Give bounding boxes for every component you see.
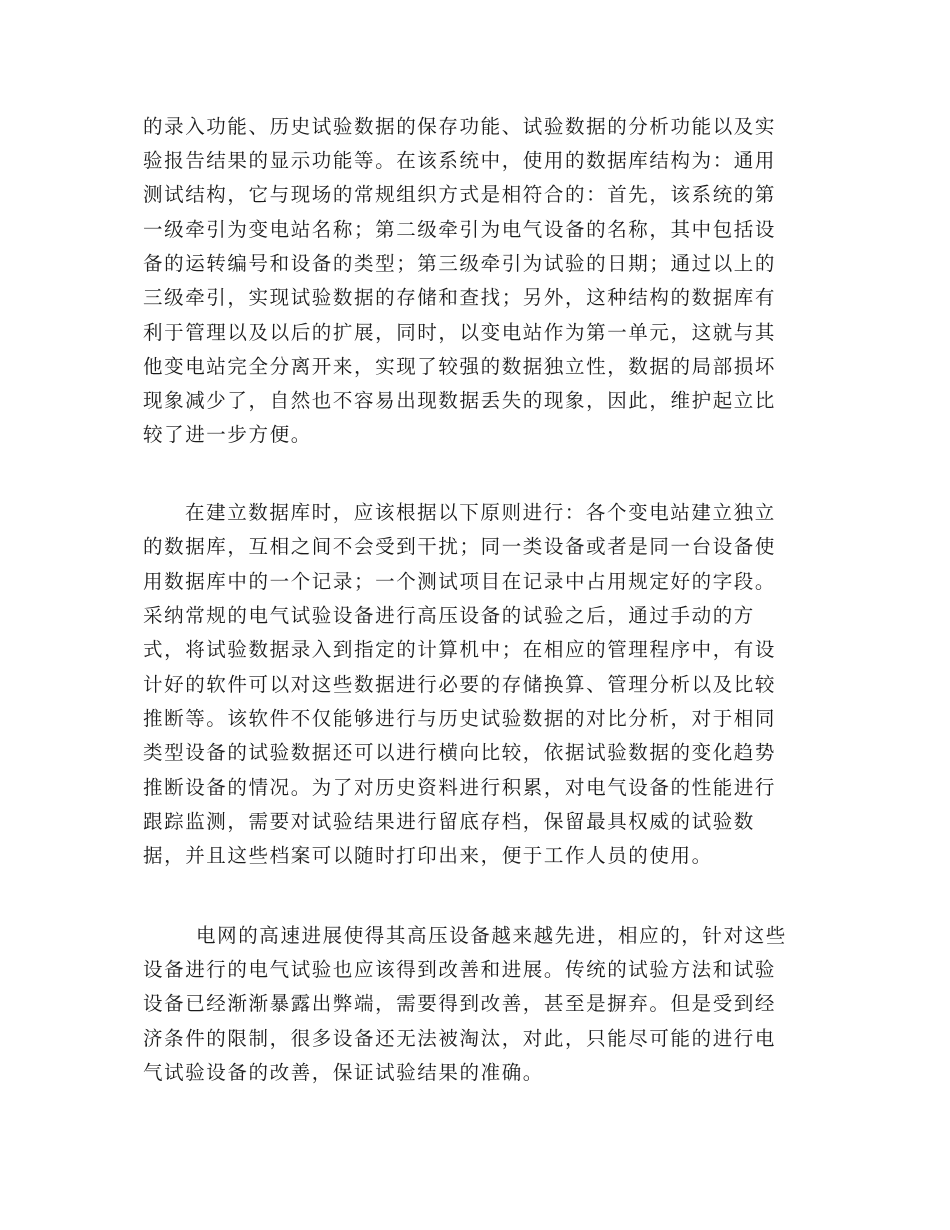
paragraph-line: 现象减少了，自然也不容易出现数据丢失的现象，因此，维护起立比 (143, 389, 777, 412)
paragraph-line: 类型设备的试验数据还可以进行横向比较，依据试验数据的变化趋势 (143, 741, 777, 764)
paragraph-line: 利于管理以及以后的扩展，同时，以变电站作为第一单元，这就与其 (143, 321, 777, 344)
paragraph-line: 测试结构，它与现场的常规组织方式是相符合的：首先，该系统的第 (143, 183, 777, 206)
paragraph-line: 济条件的限制，很多设备还无法被淘汰，对此，只能尽可能的进行电 (143, 1027, 777, 1050)
paragraph-line: 验报告结果的显示功能等。在该系统中，使用的数据库结构为：通用 (143, 149, 777, 172)
paragraph-line: 较了进一步方便。 (143, 423, 312, 446)
paragraph-line: 三级牵引，实现试验数据的存储和查找；另外，这种结构的数据库有 (143, 286, 777, 309)
paragraph-line: 气试验设备的改善，保证试验结果的准确。 (143, 1061, 544, 1084)
paragraph-line: 的数据库，互相之间不会受到干扰；同一类设备或者是同一台设备使 (143, 535, 777, 558)
paragraph-line: 计好的软件可以对这些数据进行必要的存储换算、管理分析以及比较 (143, 673, 777, 696)
paragraph-line: 推断设备的情况。为了对历史资料进行积累，对电气设备的性能进行 (143, 776, 777, 799)
paragraph-line: 设备进行的电气试验也应该得到改善和进展。传统的试验方法和试验 (143, 958, 777, 981)
paragraph-line: 据，并且这些档案可以随时打印出来，便于工作人员的使用。 (143, 844, 713, 867)
paragraph-line: 他变电站完全分离开来，实现了较强的数据独立性，数据的局部损坏 (143, 355, 777, 378)
paragraph-line: 一级牵引为变电站名称；第二级牵引为电气设备的名称，其中包括设 (143, 218, 777, 241)
paragraph-line: 用数据库中的一个记录；一个测试项目在记录中占用规定好的字段。 (143, 570, 777, 593)
paragraph-line: 备的运转编号和设备的类型；第三级牵引为试验的日期；通过以上的 (143, 252, 777, 275)
paragraph-line: 跟踪监测，需要对试验结果进行留底存档，保留最具权威的试验数 (143, 810, 755, 833)
paragraph-line: 式，将试验数据录入到指定的计算机中；在相应的管理程序中，有设 (143, 638, 777, 661)
paragraph-line: 采纳常规的电气试验设备进行高压设备的试验之后，通过手动的方 (143, 604, 755, 627)
paragraph-line: 电网的高速进展使得其高压设备越来越先进，相应的，针对这些 (196, 924, 787, 947)
paragraph-line: 设备已经渐渐暴露出弊端，需要得到改善，甚至是摒弃。但是受到经 (143, 992, 777, 1015)
paragraph-line: 的录入功能、历史试验数据的保存功能、试验数据的分析功能以及实 (143, 115, 777, 138)
paragraph-line: 在建立数据库时，应该根据以下原则进行：各个变电站建立独立 (185, 501, 776, 524)
paragraph-line: 推断等。该软件不仅能够进行与历史试验数据的对比分析，对于相同 (143, 707, 777, 730)
